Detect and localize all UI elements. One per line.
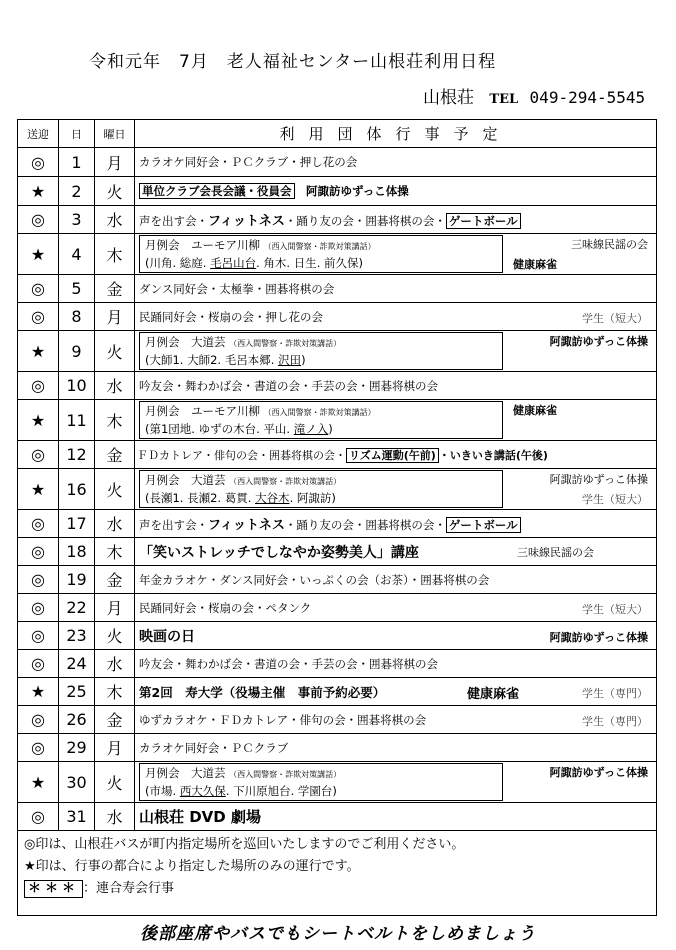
day-cell: 19 [59, 566, 95, 594]
day-cell: 2 [59, 177, 95, 206]
weekday-cell: 木 [95, 678, 135, 706]
event-cell [135, 441, 657, 469]
tel-number: 049-294-5545 [529, 88, 646, 107]
monthly-meeting-box [139, 401, 503, 439]
event-cell [135, 706, 657, 734]
event-text: ＦＤカトレア・俳句の会・囲碁将棋の会・ [137, 448, 346, 462]
featured-event: 第2回 寿大学（役場主催 事前予約必要） [139, 684, 386, 700]
table-row [18, 177, 657, 206]
student-note: 学生（短大） [582, 603, 648, 616]
weekday-cell: 水 [95, 803, 135, 831]
area-list-end: . 角木. 日生. 前久保) [256, 256, 364, 270]
area-underlined: 沢田 [278, 353, 302, 367]
contact-info [423, 83, 645, 108]
weekday-cell: 水 [95, 206, 135, 234]
event-text: ・いきいき講話(午後) [438, 448, 548, 462]
table-row [18, 566, 657, 594]
event-text: 年金カラオケ・ダンス同好会・いっぷくの会（お茶）・囲碁将棋の会 [139, 572, 490, 587]
event-cell [135, 148, 657, 177]
bus-mark: ★ [18, 762, 59, 803]
event-text: ダンス同好会・太極拳・囲碁将棋の会 [139, 281, 335, 296]
weekday-cell: 水 [95, 372, 135, 400]
event-text: 阿諏訪ゆずっこ体操 [306, 184, 409, 198]
table-row [18, 331, 657, 372]
bus-mark: ◎ [18, 706, 59, 734]
weekday-cell: 月 [95, 734, 135, 762]
day-cell: 22 [59, 594, 95, 622]
day-cell: 8 [59, 303, 95, 331]
schedule-table [17, 119, 657, 916]
bold-event: 健康麻雀 [467, 687, 520, 702]
event-cell [135, 762, 657, 803]
table-row [18, 275, 657, 303]
event-cell [135, 400, 657, 441]
table-row [18, 706, 657, 734]
bus-mark: ◎ [18, 803, 59, 831]
area-list: (川角. 総庭. [145, 256, 211, 270]
event-cell [135, 803, 657, 831]
bus-mark: ★ [18, 234, 59, 275]
event-cell [135, 510, 657, 538]
bus-mark: ◎ [18, 650, 59, 678]
bus-mark: ◎ [18, 206, 59, 234]
meeting-note: （西入間警察・詐欺対策講話） [229, 770, 342, 779]
area-list: (長瀬1. 長瀬2. 葛貫. [145, 491, 256, 505]
bus-mark: ★ [18, 331, 59, 372]
day-cell: 12 [59, 441, 95, 469]
right-event: 三味線民謡の会 [517, 546, 594, 559]
area-list-end: . 阿諏訪) [289, 491, 336, 505]
weekday-cell: 金 [95, 566, 135, 594]
area-list-end: ) [301, 353, 306, 367]
weekday-cell: 月 [95, 303, 135, 331]
table-row [18, 538, 657, 566]
monthly-meeting-box [139, 470, 503, 508]
student-note: 学生（専門） [582, 715, 648, 728]
weekday-cell: 木 [95, 400, 135, 441]
header-day: 日 [59, 120, 95, 148]
weekday-cell: 水 [95, 650, 135, 678]
day-cell: 3 [59, 206, 95, 234]
right-event: 阿諏訪ゆずっこ体操 [549, 473, 648, 486]
event-text: 民踊同好会・桜扇の会・ペタンク [139, 600, 312, 615]
table-row [18, 594, 657, 622]
right-event: 健康麻雀 [513, 404, 557, 417]
table-row [18, 622, 657, 650]
right-event: 阿諏訪ゆずっこ体操 [549, 766, 648, 779]
event-cell [135, 678, 657, 706]
featured-event: 映画の日 [139, 628, 195, 645]
day-cell: 18 [59, 538, 95, 566]
weekday-cell: 金 [95, 441, 135, 469]
table-row [18, 803, 657, 831]
area-underlined: 毛呂山台 [210, 256, 257, 270]
bus-mark: ◎ [18, 734, 59, 762]
bus-mark: ◎ [18, 594, 59, 622]
event-text: 吟友会・舞わかば会・書道の会・手芸の会・囲碁将棋の会 [139, 656, 438, 671]
table-row [18, 441, 657, 469]
area-list: (市場. [145, 784, 180, 798]
legend-federation [24, 878, 650, 900]
table-row [18, 234, 657, 275]
area-underlined: 滝ノ入 [293, 422, 329, 436]
bus-mark: ◎ [18, 372, 59, 400]
event-text: カラオケ同好会・ＰＣクラブ [139, 740, 289, 755]
seatbelt-notice: 後部座席やバスでもシートベルトをしめましょう [140, 924, 536, 944]
event-text: 民踊同好会・桜扇の会・押し花の会 [139, 309, 323, 324]
area-list: (第1団地. ゆずの木台. 平山. [145, 422, 294, 436]
event-cell [135, 734, 657, 762]
event-text: カラオケ同好会・ＰＣクラブ・押し花の会 [139, 155, 358, 169]
day-cell: 16 [59, 469, 95, 510]
day-cell: 10 [59, 372, 95, 400]
weekday-cell: 木 [95, 538, 135, 566]
bus-mark: ◎ [18, 303, 59, 331]
table-row [18, 650, 657, 678]
bus-mark: ★ [18, 469, 59, 510]
weekday-cell: 火 [95, 622, 135, 650]
day-cell: 25 [59, 678, 95, 706]
legend-bus-star: ★印は、行事の都合により指定した場所のみの運行です。 [24, 859, 360, 874]
table-row [18, 400, 657, 441]
event-text: 声を出す会・ [139, 214, 208, 228]
day-cell: 4 [59, 234, 95, 275]
bus-mark: ◎ [18, 566, 59, 594]
bus-mark: ◎ [18, 622, 59, 650]
event-cell [135, 206, 657, 234]
event-text: ・踊り友の会・囲碁将棋の会・ [284, 518, 446, 532]
weekday-cell: 火 [95, 177, 135, 206]
area-list-end: . 下川原旭台. 学園台) [225, 784, 337, 798]
day-cell: 9 [59, 331, 95, 372]
header-transport: 送迎 [18, 120, 59, 148]
weekday-cell: 月 [95, 594, 135, 622]
event-text: ・踊り友の会・囲碁将棋の会・ [284, 214, 446, 228]
boxed-event: ゲートボール [446, 517, 521, 533]
legend-federation-text: ：連合寿会行事 [83, 881, 175, 896]
table-row [18, 148, 657, 177]
table-row [18, 762, 657, 803]
bus-mark: ◎ [18, 148, 59, 177]
featured-event: 「笑いストレッチでしなやか姿勢美人」講座 [139, 544, 419, 561]
weekday-cell: 火 [95, 762, 135, 803]
facility-name: 山根荘 [423, 88, 474, 108]
header-events: 利用団体行事予定 [135, 120, 657, 148]
table-row [18, 372, 657, 400]
event-cell [135, 594, 657, 622]
area-list: (大師1. 大師2. 毛呂本郷. [145, 353, 279, 367]
event-cell [135, 538, 657, 566]
table-row [18, 734, 657, 762]
right-event-2: 健康麻雀 [513, 258, 557, 271]
boxed-event: 単位クラブ会長会議・役員会 [139, 183, 295, 199]
meeting-note: （西入間警察・詐欺対策講話） [263, 408, 376, 417]
meeting-note: （西入間警察・詐欺対策講話） [229, 339, 342, 348]
area-underlined: 大谷木 [255, 491, 290, 505]
bus-mark: ★ [18, 678, 59, 706]
event-cell [135, 234, 657, 275]
boxed-event: リズム運動(午前) [346, 448, 439, 463]
event-cell [135, 177, 657, 206]
event-cell [135, 469, 657, 510]
bold-event: フィットネス [208, 214, 285, 229]
bus-mark: ◎ [18, 275, 59, 303]
area-underlined: 西大久保 [179, 784, 226, 798]
meeting-title: 月例会 大道芸 [145, 335, 226, 349]
table-row [18, 678, 657, 706]
meeting-title: 月例会 ユーモア川柳 [145, 404, 260, 418]
weekday-cell: 火 [95, 331, 135, 372]
weekday-cell: 水 [95, 510, 135, 538]
bold-event: フィットネス [208, 518, 285, 533]
event-cell [135, 331, 657, 372]
weekday-cell: 月 [95, 148, 135, 177]
header-weekday: 曜日 [95, 120, 135, 148]
event-cell [135, 372, 657, 400]
monthly-meeting-box [139, 332, 503, 370]
event-text: ゆずカラオケ・ＦＤカトレア・俳句の会・囲碁将棋の会 [139, 712, 427, 727]
bus-mark: ★ [18, 177, 59, 206]
meeting-note: （西入間警察・詐欺対策講話） [229, 477, 342, 486]
right-event: 阿諏訪ゆずっこ体操 [549, 631, 648, 644]
page-title: 令和元年 7月 老人福祉センター山根荘利用日程 [89, 52, 497, 72]
meeting-title: 月例会 ユーモア川柳 [145, 238, 260, 252]
day-cell: 26 [59, 706, 95, 734]
table-row [18, 469, 657, 510]
event-cell [135, 303, 657, 331]
monthly-meeting-box [139, 763, 503, 801]
table-row [18, 206, 657, 234]
day-cell: 24 [59, 650, 95, 678]
event-text: 声を出す会・ [139, 518, 208, 532]
right-event: 阿諏訪ゆずっこ体操 [549, 335, 648, 348]
day-cell: 5 [59, 275, 95, 303]
day-cell: 31 [59, 803, 95, 831]
meeting-title: 月例会 大道芸 [145, 766, 226, 780]
featured-event: 山根荘 DVD 劇場 [139, 808, 261, 826]
bus-mark: ◎ [18, 538, 59, 566]
bus-mark: ◎ [18, 441, 59, 469]
legend-cell [18, 831, 657, 916]
student-note: 学生（短大） [582, 312, 648, 325]
footer-row [18, 831, 657, 916]
bus-mark: ◎ [18, 510, 59, 538]
stars-marker: ＊＊＊ [24, 880, 83, 898]
day-cell: 17 [59, 510, 95, 538]
day-cell: 11 [59, 400, 95, 441]
day-cell: 23 [59, 622, 95, 650]
tel-label: TEL [489, 92, 519, 107]
event-cell [135, 650, 657, 678]
weekday-cell: 金 [95, 275, 135, 303]
legend-bus-circle: ◎印は、山根荘バスが町内指定場所を巡回いたしますのでご利用ください。 [24, 837, 465, 852]
day-cell: 1 [59, 148, 95, 177]
table-row [18, 303, 657, 331]
right-event: 三味線民謡の会 [571, 238, 648, 251]
table-row [18, 510, 657, 538]
day-cell: 30 [59, 762, 95, 803]
student-note: 学生（専門） [582, 687, 648, 700]
weekday-cell: 火 [95, 469, 135, 510]
day-cell: 29 [59, 734, 95, 762]
header-row [18, 120, 657, 148]
event-cell [135, 566, 657, 594]
area-list-end: ) [328, 422, 333, 436]
meeting-title: 月例会 大道芸 [145, 473, 226, 487]
monthly-meeting-box [139, 235, 503, 273]
weekday-cell: 木 [95, 234, 135, 275]
event-cell [135, 622, 657, 650]
event-text: 吟友会・舞わかば会・書道の会・手芸の会・囲碁将棋の会 [139, 378, 438, 393]
event-cell [135, 275, 657, 303]
meeting-note: （西入間警察・詐欺対策講話） [263, 242, 376, 251]
student-note: 学生（短大） [582, 493, 648, 506]
boxed-event: ゲートボール [446, 213, 521, 229]
weekday-cell: 金 [95, 706, 135, 734]
bus-mark: ★ [18, 400, 59, 441]
